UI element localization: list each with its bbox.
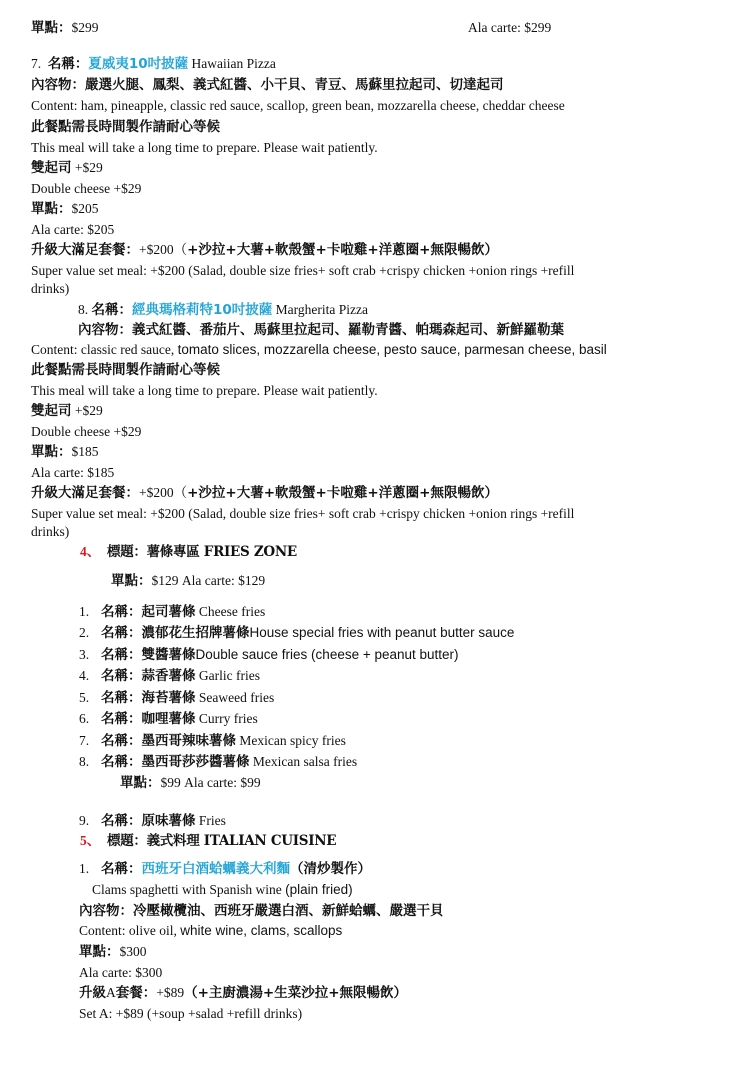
- clams-spaghetti-set-zh: 升級A套餐：+$89（+主廚濃湯+生菜沙拉+無限暢飲）: [79, 985, 408, 1001]
- fries-zone-heading: 4、 標題：薯條專區 FRIES ZONE: [80, 544, 297, 560]
- margherita-wait-notice-en: This meal will take a long time to prepare. Please wait patiently.: [31, 383, 378, 398]
- hawaiian-set-meal-en: Super value set meal: +$200 (Salad, double size fries+ soft crab +crispy chicken +onion rings +refill: [31, 263, 575, 278]
- clams-spaghetti-ingredients-zh: 內容物：冷壓橄欖油、西班牙嚴選白酒、新鮮蛤蠣、嚴選干貝: [79, 903, 444, 919]
- hawaiian-set-meal-en-cont: drinks): [31, 281, 70, 296]
- hawaiian-ingredients-en: Content: ham, pineapple, classic red sauce, scallop, green bean, mozzarella cheese, cheddar cheese: [31, 98, 565, 113]
- list-item: 9. 名稱：原味薯條 Fries: [79, 813, 226, 829]
- margherita-set-meal-zh: 升級大滿足套餐：+$200（+沙拉+大薯+軟殼蟹+卡啦雞+洋蔥圈+無限暢飲）: [31, 485, 498, 501]
- margherita-wait-notice-zh: 此餐點需長時間製作請耐心等候: [31, 362, 220, 378]
- list-item: 7. 名稱：墨西哥辣味薯條 Mexican spicy fries: [79, 733, 346, 749]
- italian-cuisine-heading: 5、 標題：義式料理 ITALIAN CUISINE: [80, 833, 337, 849]
- hawaiian-ala-carte: Ala carte: $205: [31, 222, 115, 237]
- list-item: 1. 名稱：起司薯條 Cheese fries: [79, 604, 266, 620]
- list-item: 6. 名稱：咖哩薯條 Curry fries: [79, 711, 258, 727]
- list-item: 2. 名稱：濃郁花生招牌薯條House special fries with peanut butter sauce: [79, 625, 515, 641]
- hawaiian-double-cheese-en: Double cheese +$29: [31, 181, 142, 196]
- list-item: 3. 名稱：雙醬薯條Double sauce fries (cheese + peanut butter): [79, 647, 459, 663]
- prev-item-ala-carte: Ala carte: $299: [468, 20, 552, 35]
- clams-spaghetti-ingredients-en: Content: olive oil, white wine, clams, scallops: [79, 923, 343, 938]
- fries-small-price: 單點：$99 Ala carte: $99: [120, 775, 261, 791]
- margherita-ingredients-zh: 內容物：義式紅醬、番茄片、馬蘇里拉起司、羅勒青醬、帕瑪森起司、新鮮羅勒葉: [78, 322, 564, 338]
- fries-zone-price: 單點：$129 Ala carte: $129: [111, 573, 266, 589]
- list-item: 4. 名稱：蒜香薯條 Garlic fries: [79, 668, 260, 684]
- clams-spaghetti-ala-carte: Ala carte: $300: [79, 965, 163, 980]
- margherita-price-zh: 單點：$185: [31, 444, 99, 460]
- hawaiian-set-meal-zh: 升級大滿足套餐：+$200（+沙拉+大薯+軟殼蟹+卡啦雞+洋蔥圈+無限暢飲）: [31, 242, 498, 258]
- hawaiian-wait-notice-en: This meal will take a long time to prepare. Please wait patiently.: [31, 140, 378, 155]
- clams-spaghetti-name-en: Clams spaghetti with Spanish wine (plain fried): [92, 882, 353, 897]
- margherita-set-meal-en-cont: drinks): [31, 524, 70, 539]
- list-item: 8. 名稱：墨西哥莎莎醬薯條 Mexican salsa fries: [79, 754, 358, 770]
- margherita-ingredients-en: Content: classic red sauce, tomato slices, mozzarella cheese, pesto sauce, parmesan cheese, basil: [31, 342, 607, 357]
- margherita-pizza-name: 8. 名稱：經典瑪格莉特10吋披薩 Margherita Pizza: [78, 302, 369, 318]
- margherita-double-cheese-en: Double cheese +$29: [31, 424, 142, 439]
- margherita-double-cheese-zh: 雙起司 +$29: [31, 403, 103, 419]
- margherita-ala-carte: Ala carte: $185: [31, 465, 115, 480]
- prev-item-price: 單點：$299: [31, 20, 99, 36]
- list-item: 5. 名稱：海苔薯條 Seaweed fries: [79, 690, 275, 706]
- clams-spaghetti-set-en: Set A: +$89 (+soup +salad +refill drinks): [79, 1006, 303, 1021]
- hawaiian-pizza-name: 7. 名稱：夏威夷10吋披薩 Hawaiian Pizza: [31, 56, 276, 72]
- margherita-set-meal-en: Super value set meal: +$200 (Salad, double size fries+ soft crab +crispy chicken +onion rings +refill: [31, 506, 575, 521]
- hawaiian-wait-notice-zh: 此餐點需長時間製作請耐心等候: [31, 119, 220, 135]
- clams-spaghetti-name: 1. 名稱：西班牙白酒蛤蠣義大利麵（清炒製作）: [79, 861, 371, 877]
- clams-spaghetti-price-zh: 單點：$300: [79, 944, 147, 960]
- hawaiian-double-cheese-zh: 雙起司 +$29: [31, 160, 103, 176]
- hawaiian-ingredients-zh: 內容物：嚴選火腿、鳳梨、義式紅醬、小干貝、青豆、馬蘇里拉起司、切達起司: [31, 77, 504, 93]
- hawaiian-price-zh: 單點：$205: [31, 201, 99, 217]
